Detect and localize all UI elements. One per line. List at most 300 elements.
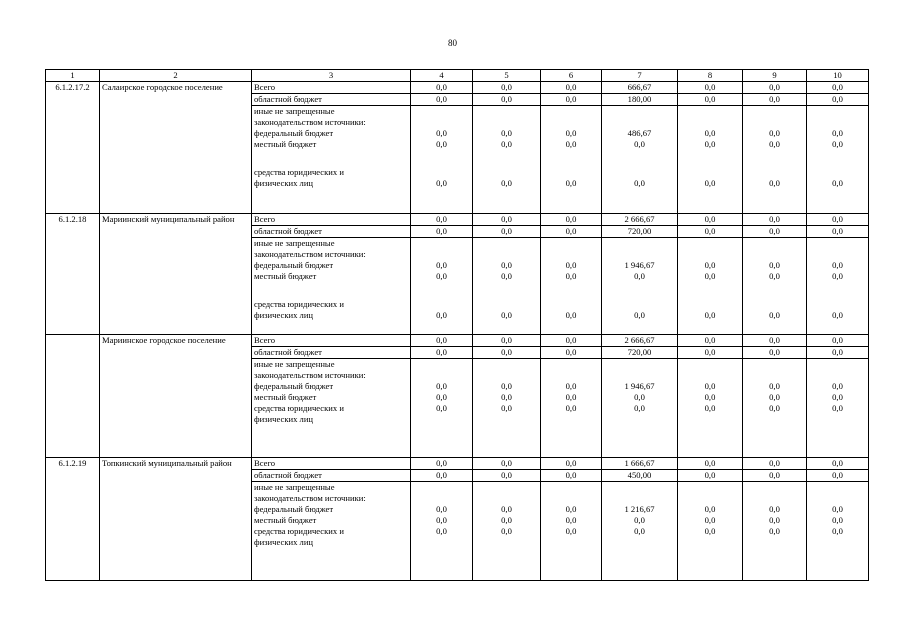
value-cell-group	[743, 482, 807, 581]
source-line: федеральный бюджет	[254, 128, 334, 138]
header-cell: 6	[541, 70, 602, 82]
value-federal: 0,0	[565, 381, 577, 391]
value-cell: 0,0	[473, 94, 541, 106]
source-regional-label: областной бюджет	[252, 347, 411, 359]
value-legal: 0,0	[832, 178, 843, 188]
spacer	[680, 106, 740, 117]
spacer	[413, 249, 470, 260]
header-cell: 5	[473, 70, 541, 82]
value-local: 0,0	[832, 392, 843, 402]
value-legal: 0,0	[704, 178, 716, 188]
value-legal: 0,0	[565, 526, 577, 536]
value-cell-group	[678, 106, 743, 214]
value-local: 0,0	[565, 271, 577, 281]
value-cell: 0,0	[411, 214, 473, 226]
row-name: Мариинский муниципальный район	[100, 214, 252, 335]
spacer	[604, 106, 675, 117]
value-cell: 0,0	[541, 470, 602, 482]
value-cell-group	[473, 238, 541, 335]
source-regional-label: областной бюджет	[252, 226, 411, 238]
source-line: законодательством источники:	[254, 370, 366, 380]
value-cell: 0,0	[473, 82, 541, 94]
spacer	[745, 370, 804, 381]
value-federal: 0,0	[565, 128, 577, 138]
value-cell: 0,0	[411, 226, 473, 238]
value-cell: 0,0	[678, 335, 743, 347]
value-cell: 0,0	[807, 470, 869, 482]
value-cell: 0,0	[541, 82, 602, 94]
value-cell: 0,0	[541, 347, 602, 359]
value-local: 0,0	[769, 271, 780, 281]
spacer	[680, 117, 740, 128]
value-federal: 0,0	[436, 128, 447, 138]
value-cell-group	[411, 359, 473, 458]
value-cell: 0,0	[678, 458, 743, 470]
spacer	[413, 282, 470, 299]
budget-table	[45, 69, 869, 581]
value-legal: 0,0	[704, 403, 716, 413]
value-cell-group	[743, 106, 807, 214]
spacer	[680, 493, 740, 504]
header-cell: 9	[743, 70, 807, 82]
value-cell-group	[473, 359, 541, 458]
value-federal: 0,0	[704, 381, 716, 391]
spacer	[543, 150, 599, 167]
value-legal: 0,0	[634, 310, 645, 320]
source-line: средства юридических и	[254, 526, 344, 536]
spacer	[809, 150, 866, 167]
value-federal: 0,0	[704, 504, 716, 514]
value-federal: 0,0	[769, 260, 780, 270]
source-total-label: Всего	[252, 458, 411, 470]
source-other-cell	[252, 359, 411, 458]
spacer	[475, 167, 538, 178]
value-cell-group	[807, 106, 869, 214]
row-code: 6.1.2.19	[46, 458, 100, 581]
value-cell-group	[678, 238, 743, 335]
value-cell: 2 666,67	[602, 335, 678, 347]
value-cell: 0,0	[807, 226, 869, 238]
value-cell: 0,0	[411, 347, 473, 359]
spacer	[809, 493, 866, 504]
value-local: 0,0	[565, 392, 577, 402]
spacer	[543, 106, 599, 117]
source-line: физических лиц	[254, 178, 314, 188]
source-other-cell	[252, 106, 411, 214]
spacer	[413, 167, 470, 178]
value-cell: 0,0	[473, 214, 541, 226]
value-legal: 0,0	[832, 310, 843, 320]
value-cell: 666,67	[602, 82, 678, 94]
source-line: иные не запрещенные	[254, 359, 335, 369]
spacer	[413, 106, 470, 117]
spacer	[475, 238, 538, 249]
value-federal: 0,0	[436, 381, 447, 391]
source-other-cell	[252, 482, 411, 581]
value-cell: 0,0	[541, 214, 602, 226]
spacer	[745, 282, 804, 299]
source-line: законодательством источники:	[254, 493, 366, 503]
source-line: законодательством источники:	[254, 249, 366, 259]
spacer	[543, 167, 599, 178]
spacer	[745, 493, 804, 504]
value-cell-group	[473, 106, 541, 214]
spacer	[543, 359, 599, 370]
value-legal: 0,0	[634, 403, 645, 413]
source-line: физических лиц	[254, 537, 314, 547]
header-row	[46, 70, 869, 82]
source-line: местный бюджет	[254, 271, 317, 281]
value-cell: 0,0	[807, 94, 869, 106]
spacer	[475, 117, 538, 128]
value-cell: 0,0	[743, 347, 807, 359]
row-name: Мариинское городское поселение	[100, 335, 252, 458]
value-legal: 0,0	[565, 403, 577, 413]
spacer	[680, 482, 740, 493]
source-total-label: Всего	[252, 214, 411, 226]
value-cell-group	[807, 482, 869, 581]
value-federal: 486,67	[627, 128, 652, 138]
source-line: иные не запрещенные	[254, 482, 335, 492]
spacer	[475, 482, 538, 493]
value-local: 0,0	[634, 515, 645, 525]
spacer	[475, 493, 538, 504]
value-cell: 0,0	[541, 226, 602, 238]
source-line: местный бюджет	[254, 392, 317, 402]
value-local: 0,0	[704, 271, 716, 281]
value-cell: 0,0	[678, 226, 743, 238]
spacer	[475, 359, 538, 370]
value-cell: 0,0	[743, 335, 807, 347]
value-federal: 0,0	[501, 504, 512, 514]
value-cell: 0,0	[473, 226, 541, 238]
spacer	[809, 359, 866, 370]
value-cell: 0,0	[411, 82, 473, 94]
header-cell: 7	[602, 70, 678, 82]
spacer	[745, 359, 804, 370]
block-row-total	[46, 335, 869, 347]
row-name: Топкинский муниципальный район	[100, 458, 252, 581]
spacer	[745, 117, 804, 128]
spacer	[809, 482, 866, 493]
spacer	[543, 493, 599, 504]
value-cell: 720,00	[602, 347, 678, 359]
header-cell: 3	[252, 70, 411, 82]
source-line: средства юридических и	[254, 403, 344, 413]
header-cell: 8	[678, 70, 743, 82]
value-legal: 0,0	[634, 526, 645, 536]
spacer	[604, 299, 675, 310]
value-cell: 180,00	[602, 94, 678, 106]
value-federal: 0,0	[501, 381, 512, 391]
source-line: средства юридических и	[254, 299, 344, 309]
value-cell: 0,0	[678, 347, 743, 359]
header-cell: 1	[46, 70, 100, 82]
spacer	[604, 370, 675, 381]
spacer	[475, 150, 538, 167]
spacer	[413, 150, 470, 167]
spacer	[604, 282, 675, 299]
value-federal: 0,0	[769, 128, 780, 138]
value-cell-group	[602, 359, 678, 458]
value-cell: 0,0	[743, 458, 807, 470]
block-row-total	[46, 82, 869, 94]
value-legal: 0,0	[501, 310, 512, 320]
spacer	[809, 249, 866, 260]
spacer	[543, 282, 599, 299]
value-federal: 0,0	[704, 128, 716, 138]
spacer	[413, 238, 470, 249]
value-cell-group	[602, 238, 678, 335]
value-federal: 0,0	[501, 128, 512, 138]
value-cell-group	[807, 238, 869, 335]
value-legal: 0,0	[436, 310, 447, 320]
source-line: средства юридических и	[254, 167, 344, 177]
source-line: федеральный бюджет	[254, 260, 334, 270]
value-legal: 0,0	[832, 403, 843, 413]
value-local: 0,0	[704, 515, 716, 525]
spacer	[543, 117, 599, 128]
value-cell-group	[541, 359, 602, 458]
value-cell: 0,0	[743, 214, 807, 226]
row-code: 6.1.2.17.2	[46, 82, 100, 214]
value-cell-group	[743, 359, 807, 458]
value-cell: 0,0	[541, 94, 602, 106]
value-cell: 0,0	[411, 335, 473, 347]
value-cell: 0,0	[411, 470, 473, 482]
value-local: 0,0	[832, 139, 843, 149]
header-cell: 2	[100, 70, 252, 82]
row-code	[46, 335, 100, 458]
value-local: 0,0	[436, 139, 447, 149]
value-cell-group	[411, 238, 473, 335]
spacer	[745, 150, 804, 167]
source-line: законодательством источники:	[254, 117, 366, 127]
value-legal: 0,0	[769, 178, 780, 188]
value-local: 0,0	[634, 392, 645, 402]
value-cell: 1 666,67	[602, 458, 678, 470]
value-legal: 0,0	[501, 178, 512, 188]
value-cell: 0,0	[807, 214, 869, 226]
spacer	[604, 359, 675, 370]
spacer	[604, 493, 675, 504]
page-number: 80	[448, 38, 457, 48]
spacer	[543, 482, 599, 493]
value-cell: 0,0	[473, 335, 541, 347]
value-cell: 0,0	[678, 82, 743, 94]
value-federal: 1 216,67	[624, 504, 655, 514]
spacer	[254, 282, 408, 299]
spacer	[809, 370, 866, 381]
value-federal: 0,0	[501, 260, 512, 270]
value-local: 0,0	[769, 139, 780, 149]
spacer	[604, 238, 675, 249]
value-cell-group	[541, 106, 602, 214]
value-cell: 2 666,67	[602, 214, 678, 226]
spacer	[475, 106, 538, 117]
value-legal: 0,0	[565, 310, 577, 320]
source-other-cell	[252, 238, 411, 335]
value-local: 0,0	[565, 139, 577, 149]
value-legal: 0,0	[436, 178, 447, 188]
source-total-label: Всего	[252, 82, 411, 94]
spacer	[543, 249, 599, 260]
value-cell: 0,0	[473, 347, 541, 359]
value-cell: 0,0	[743, 470, 807, 482]
value-local: 0,0	[436, 515, 447, 525]
spacer	[809, 117, 866, 128]
value-local: 0,0	[634, 271, 645, 281]
value-federal: 0,0	[832, 128, 843, 138]
value-cell-group	[541, 238, 602, 335]
value-legal: 0,0	[501, 526, 512, 536]
value-federal: 0,0	[832, 381, 843, 391]
value-legal: 0,0	[436, 526, 447, 536]
spacer	[604, 117, 675, 128]
spacer	[543, 299, 599, 310]
source-line: физических лиц	[254, 414, 314, 424]
value-cell: 0,0	[541, 335, 602, 347]
spacer	[809, 167, 866, 178]
value-cell: 0,0	[807, 458, 869, 470]
spacer	[680, 299, 740, 310]
spacer	[680, 249, 740, 260]
value-cell: 0,0	[807, 335, 869, 347]
spacer	[475, 299, 538, 310]
spacer	[604, 150, 675, 167]
spacer	[680, 238, 740, 249]
spacer	[745, 106, 804, 117]
value-federal: 0,0	[769, 381, 780, 391]
source-line: федеральный бюджет	[254, 381, 334, 391]
value-federal: 0,0	[832, 504, 843, 514]
value-cell: 0,0	[678, 470, 743, 482]
header-cell: 4	[411, 70, 473, 82]
spacer	[745, 167, 804, 178]
header-cell: 10	[807, 70, 869, 82]
value-local: 0,0	[704, 139, 716, 149]
spacer	[475, 370, 538, 381]
spacer	[413, 299, 470, 310]
value-cell: 0,0	[743, 94, 807, 106]
value-federal: 0,0	[565, 504, 577, 514]
source-line: иные не запрещенные	[254, 238, 335, 248]
value-legal: 0,0	[769, 403, 780, 413]
value-cell-group	[678, 359, 743, 458]
spacer	[543, 370, 599, 381]
value-cell: 0,0	[678, 214, 743, 226]
value-legal: 0,0	[436, 403, 447, 413]
value-federal: 0,0	[565, 260, 577, 270]
source-line: местный бюджет	[254, 139, 317, 149]
spacer	[543, 238, 599, 249]
spacer	[254, 150, 408, 167]
value-cell: 0,0	[807, 347, 869, 359]
spacer	[745, 482, 804, 493]
value-legal: 0,0	[565, 178, 577, 188]
value-federal: 0,0	[436, 504, 447, 514]
spacer	[604, 249, 675, 260]
spacer	[680, 150, 740, 167]
source-line: физических лиц	[254, 310, 314, 320]
value-cell: 0,0	[743, 226, 807, 238]
value-cell-group	[411, 482, 473, 581]
block-row-total	[46, 458, 869, 470]
value-cell: 0,0	[473, 458, 541, 470]
value-cell: 0,0	[807, 82, 869, 94]
value-federal: 0,0	[769, 504, 780, 514]
value-local: 0,0	[501, 392, 512, 402]
spacer	[680, 167, 740, 178]
value-local: 0,0	[565, 515, 577, 525]
value-local: 0,0	[634, 139, 645, 149]
value-cell: 0,0	[411, 94, 473, 106]
value-cell: 0,0	[411, 458, 473, 470]
value-local: 0,0	[704, 392, 716, 402]
value-cell-group	[743, 238, 807, 335]
source-total-label: Всего	[252, 335, 411, 347]
value-federal: 0,0	[704, 260, 716, 270]
value-cell: 450,00	[602, 470, 678, 482]
source-line: иные не запрещенные	[254, 106, 335, 116]
value-cell-group	[541, 482, 602, 581]
value-local: 0,0	[769, 392, 780, 402]
value-cell: 0,0	[743, 82, 807, 94]
spacer	[809, 299, 866, 310]
value-local: 0,0	[832, 515, 843, 525]
block-row-total	[46, 214, 869, 226]
spacer	[745, 299, 804, 310]
source-line: федеральный бюджет	[254, 504, 334, 514]
value-local: 0,0	[501, 271, 512, 281]
spacer	[413, 493, 470, 504]
row-code: 6.1.2.18	[46, 214, 100, 335]
spacer	[604, 167, 675, 178]
spacer	[604, 482, 675, 493]
spacer	[413, 370, 470, 381]
spacer	[475, 249, 538, 260]
value-federal: 0,0	[436, 260, 447, 270]
value-local: 0,0	[436, 271, 447, 281]
value-legal: 0,0	[634, 178, 645, 188]
spacer	[745, 238, 804, 249]
value-local: 0,0	[832, 271, 843, 281]
value-federal: 1 946,67	[624, 381, 655, 391]
value-cell-group	[411, 106, 473, 214]
spacer	[680, 282, 740, 299]
value-federal: 0,0	[832, 260, 843, 270]
value-cell-group	[807, 359, 869, 458]
spacer	[809, 238, 866, 249]
spacer	[413, 482, 470, 493]
spacer	[413, 117, 470, 128]
spacer	[809, 106, 866, 117]
value-local: 0,0	[501, 139, 512, 149]
value-local: 0,0	[769, 515, 780, 525]
spacer	[809, 282, 866, 299]
value-cell: 720,00	[602, 226, 678, 238]
source-regional-label: областной бюджет	[252, 470, 411, 482]
value-cell-group	[678, 482, 743, 581]
value-cell-group	[602, 482, 678, 581]
value-local: 0,0	[501, 515, 512, 525]
row-name: Салаирское городское поселение	[100, 82, 252, 214]
value-legal: 0,0	[832, 526, 843, 536]
spacer	[745, 249, 804, 260]
value-legal: 0,0	[769, 526, 780, 536]
spacer	[680, 359, 740, 370]
spacer	[680, 370, 740, 381]
